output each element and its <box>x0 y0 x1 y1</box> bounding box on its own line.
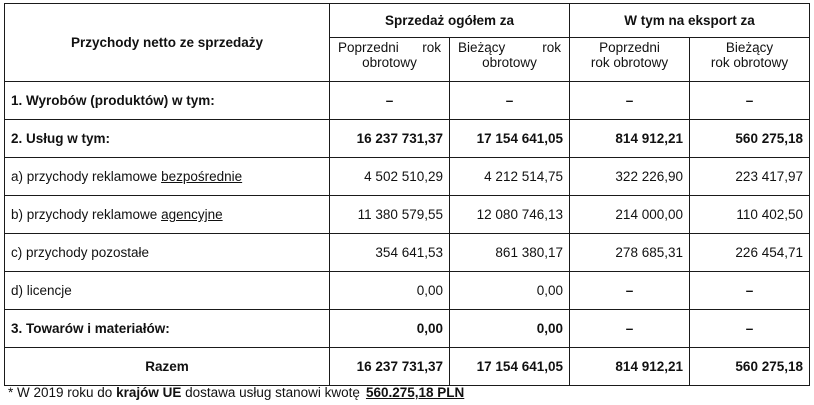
table-cell: 0,00 <box>330 272 450 310</box>
table-cell: 814 912,21 <box>570 348 690 386</box>
subheader-current-year-export <box>690 38 810 82</box>
table-cell: 0,00 <box>450 272 570 310</box>
row-label-text: b) przychody reklamowe <box>11 207 162 222</box>
table-cell: 12 080 746,13 <box>450 196 570 234</box>
table-cell: 560 275,18 <box>690 348 810 386</box>
row-label: Razem <box>5 348 330 386</box>
table-cell: 861 380,17 <box>450 234 570 272</box>
table-cell: – <box>690 82 810 120</box>
table-cell: – <box>330 82 450 120</box>
subheader-word: rok obrotowy <box>710 55 789 70</box>
subheader-previous-year-total <box>330 38 450 82</box>
row-label-underlined: agencyjne <box>161 207 223 222</box>
table-row <box>5 196 810 234</box>
table-cell: 278 685,31 <box>570 234 690 272</box>
subheader-word: rok obrotowy <box>590 55 669 70</box>
table-cell: – <box>450 82 570 120</box>
row-label: c) przychody pozostałe <box>5 234 330 272</box>
subheader-current-year-total <box>450 38 570 82</box>
table-cell: 17 154 641,05 <box>450 120 570 158</box>
table-row <box>5 272 810 310</box>
table-cell: 214 000,00 <box>570 196 690 234</box>
subheader-word: Poprzedni <box>338 40 399 55</box>
row-label: d) licencje <box>5 272 330 310</box>
footnote-text: dostawa usług stanowi kwotę <box>181 385 360 400</box>
row-label: 1. Wyrobów (produktów) w tym: <box>5 82 330 120</box>
table-cell: 0,00 <box>330 310 450 348</box>
table-row <box>5 82 810 120</box>
table-cell: 11 380 579,55 <box>330 196 450 234</box>
corner-header: Przychody netto ze sprzedaży <box>5 4 330 82</box>
table-cell: – <box>570 272 690 310</box>
table-cell: 0,00 <box>450 310 570 348</box>
row-label <box>5 158 330 196</box>
table-cell: 17 154 641,05 <box>450 348 570 386</box>
table-cell: 322 226,90 <box>570 158 690 196</box>
row-label-underlined: bezpośrednie <box>161 169 243 184</box>
table-cell: – <box>690 310 810 348</box>
table-row <box>5 158 810 196</box>
subheader-word: Bieżący <box>458 40 506 55</box>
subheader-word: rok <box>542 40 561 55</box>
table-cell: 814 912,21 <box>570 120 690 158</box>
footnote <box>8 385 464 400</box>
footnote-bold-term: krajów UE <box>116 385 182 400</box>
table-cell: – <box>690 272 810 310</box>
row-label: 2. Usług w tym: <box>5 120 330 158</box>
subheader-word: rok <box>422 40 441 55</box>
footnote-text: * W 2019 roku do <box>8 385 117 400</box>
subheader-word: obrotowy <box>482 55 537 70</box>
row-label <box>5 196 330 234</box>
table-cell: – <box>570 82 690 120</box>
table-row <box>5 120 810 158</box>
subheader-word: Bieżący <box>725 40 774 55</box>
table-cell: – <box>570 310 690 348</box>
table-cell: 4 212 514,75 <box>450 158 570 196</box>
subheader-word: Poprzedni <box>599 40 660 55</box>
group-header-total-sales: Sprzedaż ogółem za <box>330 4 570 38</box>
table-cell: 110 402,50 <box>690 196 810 234</box>
row-label: 3. Towarów i materiałów: <box>5 310 330 348</box>
table-row-total <box>5 348 810 386</box>
table-cell: 354 641,53 <box>330 234 450 272</box>
table-row <box>5 310 810 348</box>
subheader-previous-year-export <box>570 38 690 82</box>
row-label-text: a) przychody reklamowe <box>11 169 162 184</box>
revenue-table <box>4 3 810 386</box>
header-row-groups <box>5 4 810 38</box>
table-cell: 16 237 731,37 <box>330 348 450 386</box>
footnote-amount: 560.275,18 PLN <box>365 385 465 400</box>
table-cell: 4 502 510,29 <box>330 158 450 196</box>
subheader-word: obrotowy <box>362 55 417 70</box>
table-cell: 226 454,71 <box>690 234 810 272</box>
table-cell: 560 275,18 <box>690 120 810 158</box>
table-row <box>5 234 810 272</box>
group-header-export: W tym na eksport za <box>570 4 810 38</box>
table-cell: 223 417,97 <box>690 158 810 196</box>
table-cell: 16 237 731,37 <box>330 120 450 158</box>
